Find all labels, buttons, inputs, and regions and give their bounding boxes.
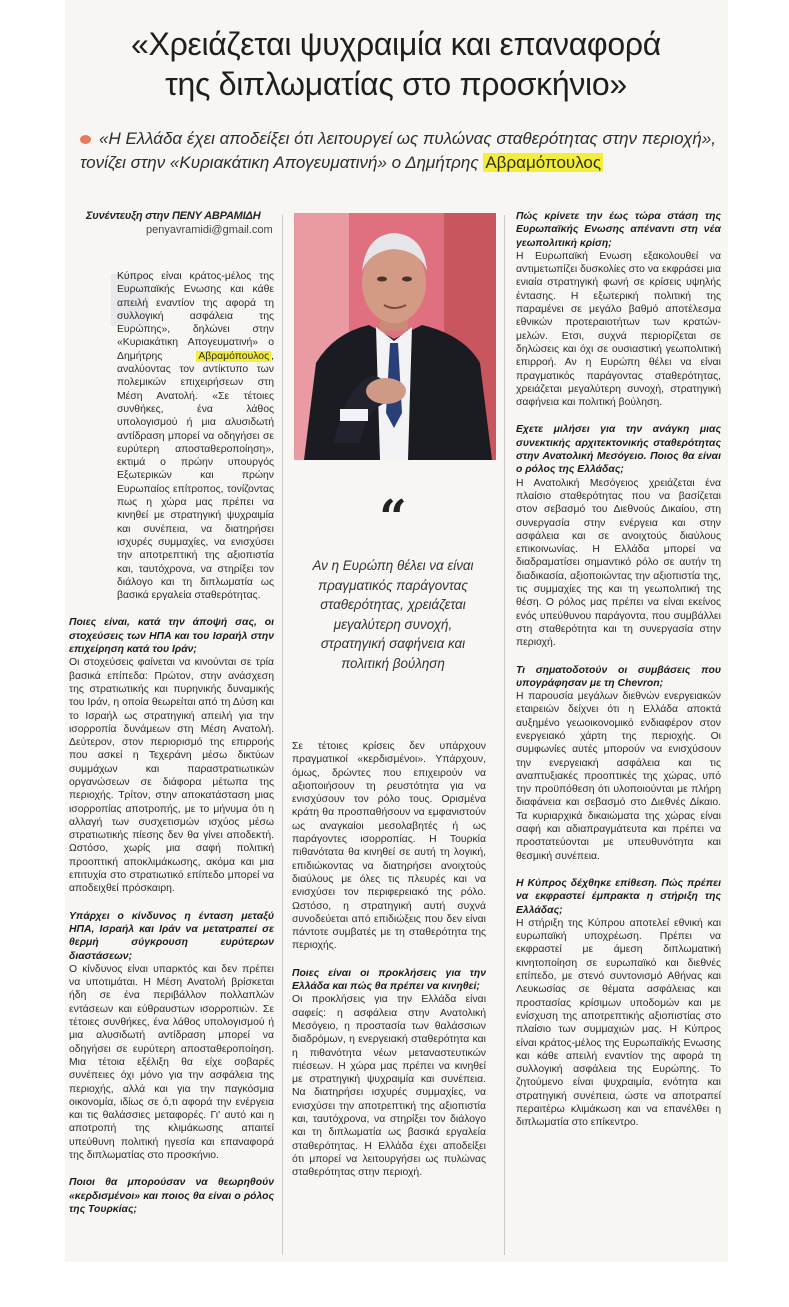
column-2-paragraph: Σε τέτοιες κρίσεις δεν υπάρχουν πραγματικοί «κερδισμένοι». Υπάρχουν, όμως, δρώντες που επιχειρούν να αξιοποιήσουν τη ρευστότητα για να ενισχύσουν τον ρόλο τους. Ορισμένα κράτη θα προσπαθήσουν να εμφανιστούν ως αναγκαίοι μεσολαβητές ή ως παράγοντες ισορροπίας. Η Τουρκία πιθανότατα θα κινηθεί σε αυτή τη λογική, επιδιώκοντας να διατηρήσει ανοιχτούς διαύλους με όλες τις πλευρές και να ενισχύσει τον περιφερειακό της ρόλο. Ωστόσο, η στρατηγική αυτή συχνά συνοδεύεται από επιδιώξεις που δεν είναι πάντοτε συμβατές με τη σταθερότητα της περιοχής. bbox=[292, 741, 486, 952]
headline-line-2: της διπλωματίας στο προσκήνιο» bbox=[165, 66, 627, 102]
column-divider-right bbox=[504, 215, 505, 1255]
deck-text: «Η Ελλάδα έχει αποδείξει ότι λειτουργεί ως πυλώνας σταθερότητας στην περιοχή», τονίζει στην «Κυριακάτικη Απογευματινή» ο Δημήτρης bbox=[80, 129, 717, 172]
quote-mark-icon: “ bbox=[379, 490, 407, 546]
question-7: Τι σηματοδοτούν οι συμβάσεις που υπογράφησαν με τη Chevron; bbox=[516, 664, 721, 689]
answer-4: Οι προκλήσεις για την Ελλάδα είναι σαφείς: η ασφάλεια στην Ανατολική Μεσόγειο, η προστασία των θαλάσσιων διαδρόμων, η ενεργειακή σταθερότητα και η πιθανότητα νέων μεταναστευτικών πιέσεων. Η χώρα μας πρέπει να κινηθεί με στρατηγική ψυχραιμία και συνέπεια. Να διατηρήσει ισχυρές συμμαχίες, να ενισχύσει την αποτρεπτική της αξιοπιστία και, ταυτόχρονα, να στηρίξει τον διάλογο και τη διπλωματία ως βασικά εργαλεία σταθερότητας. Η Ελλάδα έχει αποδείξει ότι μπορεί να λειτουργήσει ως πυλώνας σταθερότητας στην περιοχή. bbox=[292, 994, 486, 1179]
headline-line-1: «Χρειάζεται ψυχραιμία και επαναφορά bbox=[131, 26, 661, 62]
question-1: Ποιες είναι, κατά την άποψή σας, οι στοχεύσεις των ΗΠΑ και του Ισραήλ στην επιχείρηση κατά του Ιράν; bbox=[69, 617, 274, 656]
question-8: Η Κύπρος δέχθηκε επίθεση. Πώς πρέπει να εκφραστεί έμπρακτα η στήριξη της Ελλάδας; bbox=[516, 877, 721, 916]
question-2: Υπάρχει ο κίνδυνος η ένταση μεταξύ ΗΠΑ, Ισραήλ και Ιράν να μετατραπεί σε θερμή σύγκρουση ευρύτερων διαστάσεων; bbox=[69, 910, 274, 962]
column-divider-left bbox=[282, 215, 283, 1255]
byline bbox=[86, 209, 286, 237]
question-3: Ποιοι θα μπορούσαν να θεωρηθούν «κερδισμένοι» και ποιος θα είναι ο ρόλος της Τουρκίας; bbox=[69, 1177, 274, 1215]
pull-quote bbox=[302, 490, 484, 673]
deck bbox=[80, 127, 720, 175]
column-2 bbox=[292, 740, 486, 1180]
answer-7: Η παρουσία μεγάλων διεθνών ενεργειακών εταιρειών δείχνει ότι η Ελλάδα αποκτά αυξημένο γεωοικονομικό ενδιαφέρον στον ενεργειακό χάρτη της περιοχής. Οι συμφωνίες αυτές μπορούν να ενισχύσουν την ενεργειακή ασφάλεια και τις αναπτυξιακές προοπτικές της χώρας, υπό την προϋπόθεση ότι υλοποιούνται με πλήρη διαφάνεια και σεβασμό στο Διεθνές Δίκαιο. Τα κυριαρχικά δικαιώματα της χώρας είναι σαφή και αδιαπραγμάτευτα και πρέπει να προστατεύονται με υπευθυνότητα και θεσμική συνέπεια. bbox=[516, 691, 721, 862]
headline bbox=[66, 24, 726, 104]
lead-highlight: Αβραμόπουλος bbox=[198, 350, 270, 362]
question-4: Ποιες είναι οι προκλήσεις για την Ελλάδα και πώς θα πρέπει να κινηθεί; bbox=[292, 967, 486, 993]
lead-text: Κύπρος είναι κράτος-μέλος της Ευρωπαϊκής Ενωσης και κάθε απειλή εναντίον της αφορά τη συλλογική ασφάλεια της Ευρώπης», δηλώνει στην «Κυριακάτικη Απογευματινή» ο Δημήτρης bbox=[117, 271, 274, 362]
interviewee-photo bbox=[294, 213, 496, 460]
answer-2: Ο κίνδυνος είναι υπαρκτός και δεν πρέπει να υποτιμάται. Η Μέση Ανατολή βρίσκεται ήδη σε ένα περιβάλλον πολλαπλών εντάσεων και εύθραυστων ισορροπιών. Σε τέτοιες συνθήκες, ένα λάθος υπολογισμού ή μια αλυσιδωτή αντίδραση μπορεί να οδηγήσει σε ευρύτερη αποσταθεροποίηση. Μια τέτοια εξέλιξη θα είχε σοβαρές συνέπειες όχι μόνο για την ασφάλεια της περιοχής, αλλά και για την παγκόσμια οικονομία, ιδίως σε ό,τι αφορά την ενέργεια και τις θαλάσσιες μεταφορές. Γι' αυτό και η αποτροπή της κλιμάκωσης απαιτεί υπεύθυνη πολιτική ηγεσία και επαναφορά της διπλωματίας στο προσκήνιο. bbox=[69, 963, 274, 1161]
lead-paragraph bbox=[69, 270, 274, 602]
lead-text-rest: , αναλύοντας τον αντίκτυπο των πολεμικών επιχειρήσεων στη Μέση Ανατολή. «Σε τέτοιες συνθήκες, ένα λάθος υπολογισμού ή μια αλυσιδωτή αντίδραση μπορεί να οδηγήσει σε ευρύτερη αποσταθεροποίηση», εκτιμά ο πρώην υπουργός Εξωτερικών και πρώην Ευρωπαίος επίτροπος, τονίζοντας πως η χώρα μας πρέπει να κινηθεί με στρατηγική ψυχραιμία και συνέπεια, να διατηρήσει ισχυρές συμμαχίες, να ενισχύσει την αποτρεπτική της αξιοπιστία και, ταυτόχρονα, να στηρίξει τον διάλογο και τη διπλωματία ως βασικά εργαλεία σταθερότητας. bbox=[117, 350, 274, 602]
question-6: Εχετε μιλήσει για την ανάγκη μιας συνεκτικής αρχιτεκτονικής σταθερότητας στην Ανατολική Μεσόγειο. Ποιος θα είναι ο ρόλος της Ελλάδας; bbox=[516, 424, 721, 476]
column-1 bbox=[69, 270, 274, 1216]
byline-email: penyavramidi@gmail.com bbox=[146, 224, 273, 236]
answer-6: Η Ανατολική Μεσόγειος χρειάζεται ένα πλαίσιο σταθερότητας που να βασίζεται στον σεβασμό του Διεθνούς Δικαίου, στη συνεργασία στην ενέργεια και στην ασφάλεια και σε ανοιχτούς διαύλους επικοινωνίας. Η Ελλάδα μπορεί να διαδραματίσει σημαντικό ρόλο σε αυτήν τη διαδικασία, αξιοποιώντας την αξιοπιστία της, τις συμμαχίες της και τη γεωπολιτική της θέση. Ο ρόλος μας πρέπει να είναι εκείνος ενός υπεύθυνου παράγοντα, που συμβάλλει στη σταθερότητα και τη συνεργασία στην περιοχή. bbox=[516, 477, 721, 649]
pull-quote-text: Αν η Ευρώπη θέλει να είναι πραγματικός παράγοντας σταθερότητας, χρειάζεται μεγαλύτερη συνοχή, στρατηγική σαφήνεια και πολιτική βούληση bbox=[312, 558, 474, 671]
column-3 bbox=[516, 210, 721, 1130]
answer-5: Η Ευρωπαϊκή Ενωση εξακολουθεί να αντιμετωπίζει δυσκολίες στο να εκφράσει μια ενιαία στρατηγική φωνή σε κρίσεις υψηλής έντασης. Η εξωτερική πολιτική της παραμένει σε μεγάλο βαθμό αποτέλεσμα εθνικών προτεραιοτήτων των κρατών-μελών. Ετσι, συχνά περιορίζεται σε δηλώσεις και όχι σε ουσιαστική γεωπολιτική επιρροή. Αν η Ευρώπη θέλει να είναι πραγματικός παράγοντας σταθερότητας, χρειάζεται μεγαλύτερη συνοχή, στρατηγική σαφήνεια και πολιτική βούληση. bbox=[516, 250, 721, 409]
question-5: Πώς κρίνετε την έως τώρα στάση της Ευρωπαϊκής Ενωσης απέναντι στη νέα γεωπολιτική κρίση; bbox=[516, 211, 721, 249]
byline-title: Συνέντευξη στην ΠΕΝΥ ΑΒΡΑΜΙΔΗ bbox=[86, 210, 261, 222]
deck-highlight: Αβραμόπουλος bbox=[485, 153, 602, 172]
answer-1: Οι στοχεύσεις φαίνεται να κινούνται σε τρία βασικά επίπεδα: Πρώτον, στην ανάσχεση της στρατιωτικής και πυρηνικής δυναμικής του Ιράν, η οποία θεωρείται από τη Δύση και το Ισραήλ ως στρατηγική απειλή για την ισορροπία δυνάμεων στη Μέση Ανατολή. Δεύτερον, στον περιορισμό της επιρροής που ασκεί η Τεχεράνη μέσω δικτύων συμμάχων και παραστρατιωτικών οργανώσεων σε διάφορα μέτωπα της περιοχής. Τρίτον, στην αποκατάσταση μιας ισορροπίας αποτροπής, με το μήνυμα ότι η αλλαγή των συσχετισμών ισχύος μέσω στρατιωτικής πίεσης δεν θα γίνει αποδεκτή. Ωστόσο, χωρίς μια σαφή πολιτική προοπτική αποκλιμάκωσης, ακόμα και μια επιτυχία στο στρατιωτικό επίπεδο μπορεί να αποδειχθεί πρόσκαιρη. bbox=[69, 657, 274, 895]
answer-8: Η στήριξη της Κύπρου αποτελεί εθνική και ευρωπαϊκή υποχρέωση. Πρέπει να εκφραστεί με άμεση διπλωματική κινητοποίηση σε ευρωπαϊκό και διεθνές επίπεδο, με στενό συντονισμό Αθήνας και Λευκωσίας σε θέματα ασφάλειας και προστασίας κρίσιμων υποδομών και με ενίσχυση της αποτρεπτικής αξιοπιστίας στο πλαίσιο των συμμαχιών μας. Η Κύπρος είναι κράτος-μέλος της Ευρωπαϊκής Ενωσης και κάθε απειλή εναντίον της αφορά τη συλλογική ασφάλεια της Ευρώπης. Το ζητούμενο είναι ψυχραιμία, ενότητα και στρατηγική συνέπεια, ώστε να αποτραπεί περαιτέρω κλιμάκωση και να επανέλθει η διπλωματία στο επίκεντρο. bbox=[516, 917, 721, 1129]
portrait-illustration bbox=[294, 213, 496, 460]
bullet-icon bbox=[80, 135, 91, 144]
